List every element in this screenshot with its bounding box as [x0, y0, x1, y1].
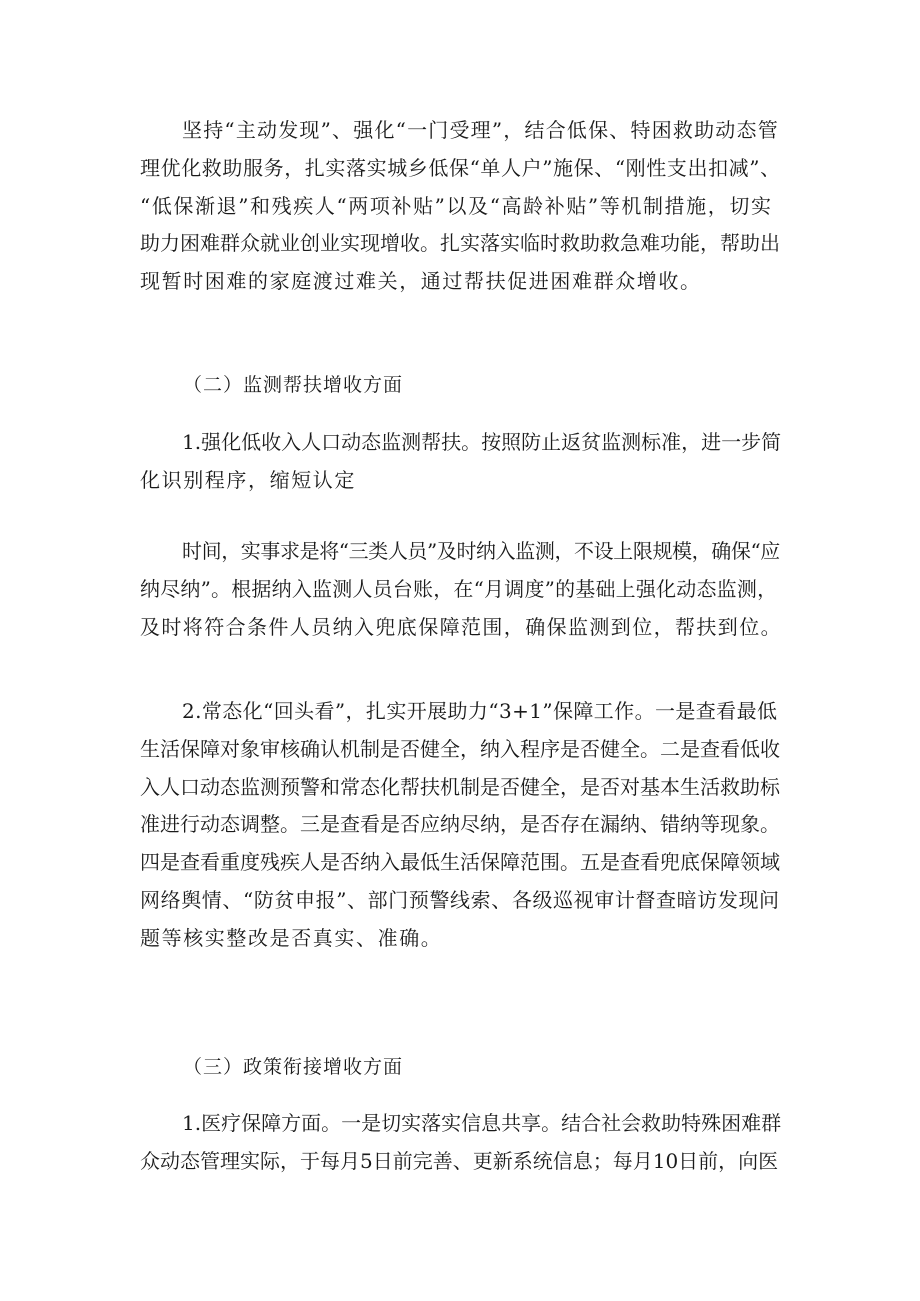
- text-line: 化识别程序，缩短认定: [140, 467, 356, 492]
- text-line: 准进行动态调整。三是查看是否应纳尽纳，是否存在漏纳、错纳等现象。: [140, 812, 780, 837]
- paragraph-review: [140, 693, 782, 958]
- text-line: 网络舆情、“防贫申报”、部门预警线索、各级巡视审计督查暗访发现问: [140, 887, 780, 912]
- text-line: 入人口动态监测预警和常态化帮扶机制是否健全，是否对基本生活救助标: [140, 774, 780, 799]
- text-line: 生活保障对象审核确认机制是否健全，纳入程序是否健全。二是查看低收: [140, 736, 780, 761]
- text-line: 众动态管理实际，于每月5日前完善、更新系统信息；每月10日前，向医: [140, 1148, 779, 1173]
- paragraph-social-assistance: [140, 112, 782, 301]
- section-heading-monitoring: （二）监测帮扶增收方面: [183, 374, 404, 396]
- text-line: 时间，实事求是将“三类人员”及时纳入监测，不设上限规模，确保“应: [182, 539, 780, 563]
- text-line: 四是查看重度残疾人是否纳入最低生活保障范围。五是查看兜底保障领域: [140, 850, 780, 875]
- text-line: 1.强化低收入人口动态监测帮扶。按照防止返贫监测标准，进一步简: [182, 430, 782, 454]
- text-line: 理优化救助服务，扎实落实城乡低保“单人户”施保、“刚性支出扣减”、: [140, 155, 781, 180]
- section-heading-policy: （三）政策衔接增收方面: [183, 1056, 404, 1078]
- text-line: 2.常态化“回头看”，扎实开展助力“3+1”保障工作。一是查看最低: [182, 699, 778, 723]
- text-line: 现暂时困难的家庭渡过难关，通过帮扶促进困难群众增收。: [140, 269, 702, 294]
- text-line: 助力困难群众就业创业实现增收。扎实落实临时救助救急难功能，帮助出: [140, 231, 780, 256]
- text-line: 题等核实整改是否真实、准确。: [140, 925, 443, 950]
- paragraph-monitoring-continued: [140, 533, 782, 646]
- paragraph-medical: [140, 1105, 782, 1181]
- text-line: 及时将符合条件人员纳入兜底保障范围，确保监测到位，帮扶到位。: [140, 614, 782, 639]
- paragraph-monitoring-1: [140, 424, 782, 500]
- text-line: “低保渐退”和残疾人“两项补贴”以及“高龄补贴”等机制措施，切实: [140, 193, 773, 218]
- text-line: 纳尽纳”。根据纳入监测人员台账，在“月调度”的基础上强化动态监测，: [140, 576, 778, 601]
- text-line: 1.医疗保障方面。一是切实落实信息共享。结合社会救助特殊困难群: [182, 1111, 782, 1135]
- text-line: 坚持“主动发现”、强化“一门受理”，结合低保、特困救助动态管: [182, 118, 779, 142]
